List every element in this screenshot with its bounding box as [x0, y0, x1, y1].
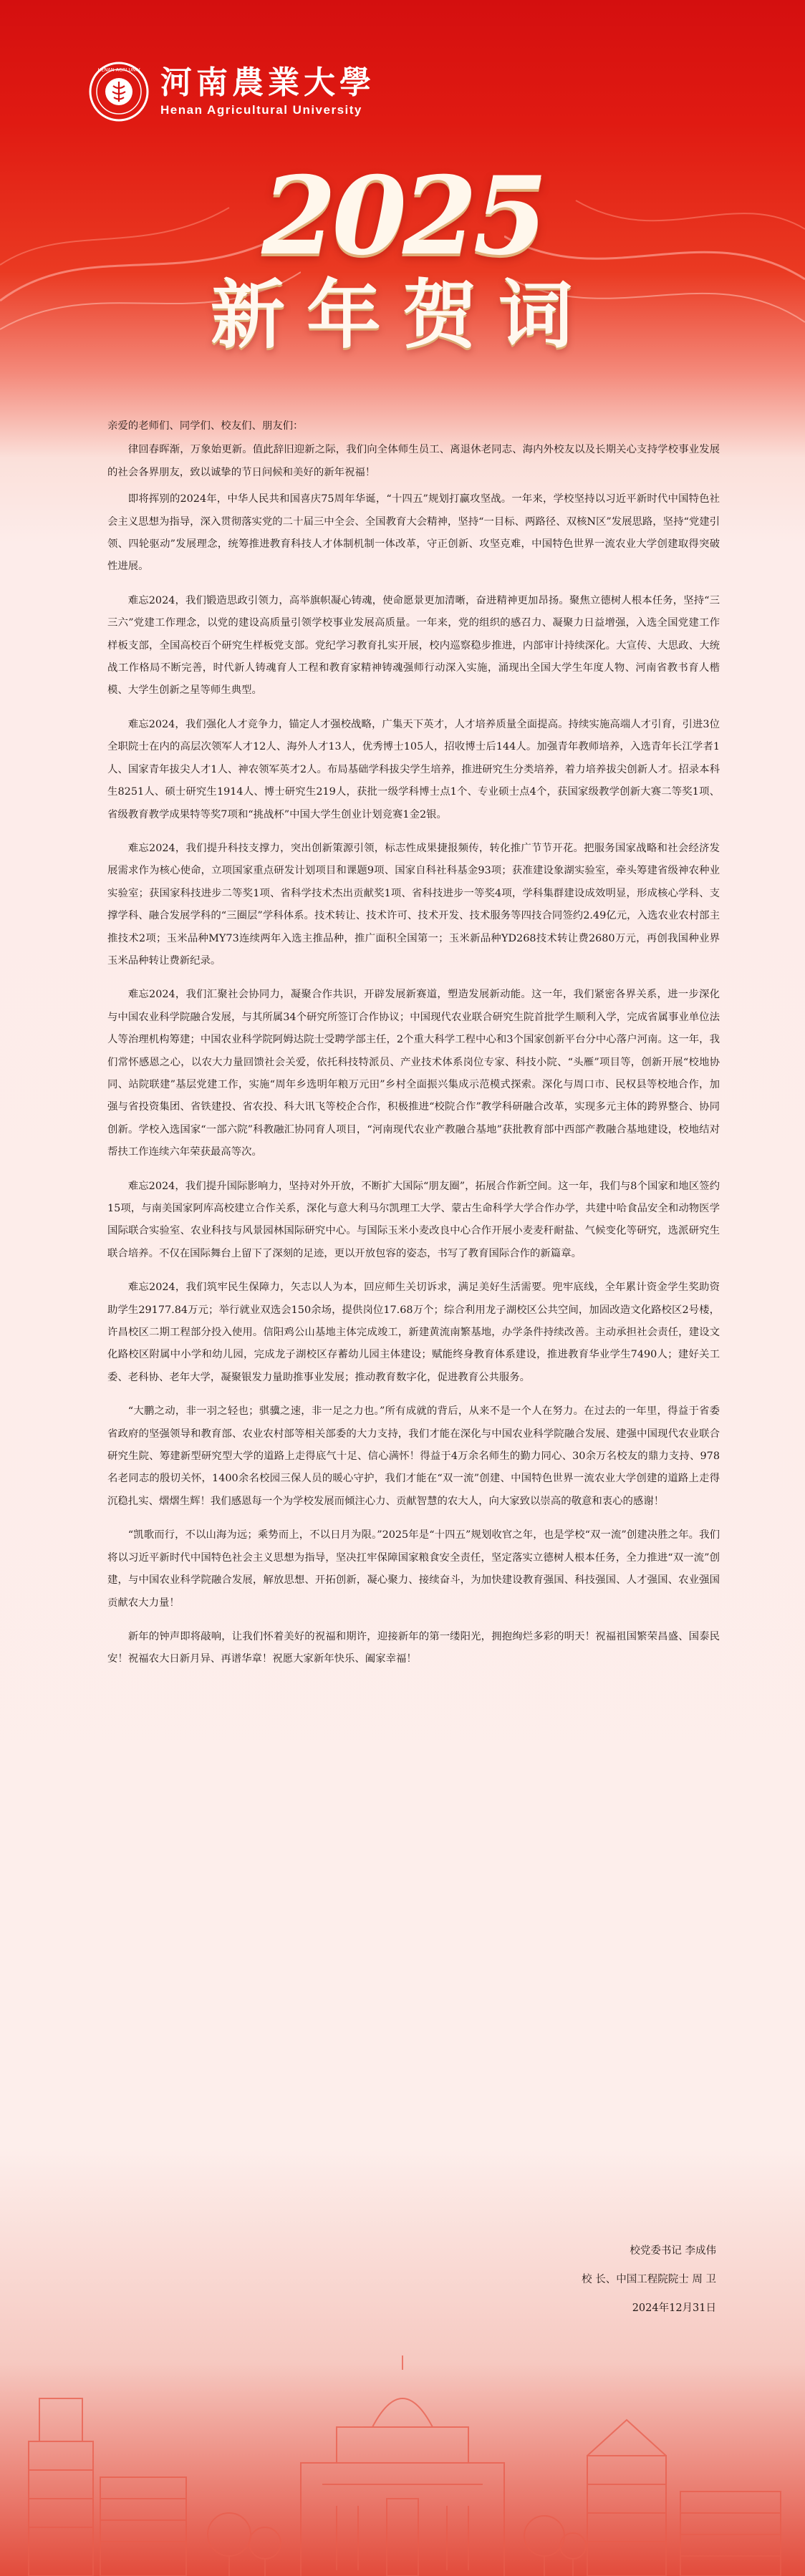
year-title: 2025 [261, 153, 544, 279]
paragraph-5: 难忘2024，我们提升科技支撑力，突出创新策源引领，标志性成果捷报频传，转化推广节节开花。把服务国家战略和社会经济发展需求作为核心使命，立项国家重点研发计划项目和课题9项、国家自科社科基金93项；获准建设象湖实验室，牵头筹建省级神农种业实验室；获国家科技进步二等奖1项、省科学技术杰出贡献奖1项、省科技进步一等奖4项，学科集群建设成效明显，形成核心学科、支撑学科、融合发展学科的“三圈层”学科体系。技术转让、技术许可、技术开发、技术服务等四技合同签约2.49亿元，入选农业农村部主推技术2项；玉米品种MY73连续两年入选主推品种，推广面积全国第一；玉米新品种YD268技术转让费2680万元，再创我国种业界玉米品种转让费新纪录。 [107, 842, 720, 967]
paragraph-9: “大鹏之动，非一羽之轻也；骐骥之速，非一足之力也。”所有成就的背后，从来不是一个人在努力。在过去的一年里，得益于省委省政府的坚强领导和教育部、农业农村部等相关部委的大力支持，我们才能在深化与中国农业科学院融合发展、建强中国现代农业联合研究生院、筹建新型研究型大学的道路上走得底气十足、信心满怀！得益于4万余名师生的勤力同心、30余万名校友的鼎力支持、978名老同志的殷切关怀，1400余名校园三保人员的暖心守护，我们才能在“双一流”创建、中国特色世界一流农业大学创建的道路上走得沉稳扎实、熠熠生辉！我们感恩每一个为学校发展而倾注心力、贡献智慧的农大人，向大家致以崇高的敬意和衷心的感谢！ [107, 1405, 720, 1507]
paragraph-3: 难忘2024，我们锻造思政引领力，高举旗帜凝心铸魂，使命愿景更加清晰，奋进精神更加昂扬。聚焦立德树人根本任务，坚持“三三六”党建工作理念，以党的建设高质量引领学校事业发展高质量。一年来，党的组织的感召力、凝聚力日益增强，入选全国党建工作样板支部，全国高校百个研究生样板党支部。党纪学习教育扎实开展，校内巡察稳步推进，内部审计持续深化。大宣传、大思政、大统战工作格局不断完善，时代新人铸魂育人工程和教育家精神铸魂强师行动深入实施，涌现出全国大学生年度人物、河南省教书育人楷模、大学生创新之星等师生典型。 [107, 594, 720, 697]
paragraph-11: 新年的钟声即将敲响，让我们怀着美好的祝福和期许，迎接新年的第一缕阳光，拥抱绚烂多彩的明天！祝福祖国繁荣昌盛、国泰民安！祝福农大日新月异、再谱华章！祝愿大家新年快乐、阖家幸福！ [107, 1630, 720, 1665]
paragraph-7: 难忘2024，我们提升国际影响力，坚持对外开放，不断扩大国际“朋友圈”，拓展合作新空间。这一年，我们与8个国家和地区签约15项，与南美国家阿库高校建立合作关系，深化与意大利马尔凯理工大学、蒙古生命科学大学合作办学，共建中哈食品安全和动物医学国际联合实验室、农业科技与风景园林国际研究中心。与国际玉米小麦改良中心合作开展小麦麦秆耐盐、气候变化等研究，选派研究生联合培养。不仅在国际舞台上留下了深刻的足迹，更以开放包容的姿态，书写了教育国际合作的新篇章。 [107, 1180, 720, 1259]
signature-block [415, 2237, 716, 2323]
signature-date: 2024年12月31日 [632, 2303, 716, 2314]
letter-body [107, 415, 720, 1682]
university-seal-icon [89, 62, 149, 122]
paragraph-4: 难忘2024，我们强化人才竞争力，锚定人才强校战略，广集天下英才，人才培养质量全面提高。持续实施高端人才引育，引进3位全职院士在内的高层次领军人才12人、海外人才13人，优秀博士105人，招收博士后144人。加强青年教师培养，入选青年长江学者1人、国家青年拔尖人才1人、神农领军英才2人。布局基础学科拔尖学生培养，推进研究生分类培养，着力培养拔尖创新人才。招录本科生8251人、硕士研究生1914人、博士研究生219人，获批一级学科博士点1个、专业硕士点4个，获国家级教学创新大赛二等奖1项、省级教育教学成果特等奖7项和“挑战杯”中国大学生创业计划竞赛1金2银。 [107, 718, 720, 820]
university-name-en: Henan Agricultural University [160, 103, 362, 117]
salutation: 亲爱的老师们、同学们、校友们、朋友们： [107, 420, 304, 432]
signature-party-secretary: 校党委书记 李成伟 [630, 2245, 716, 2257]
paragraph-6: 难忘2024，我们汇聚社会协同力，凝聚合作共识，开辟发展新赛道，塑造发展新动能。这一年，我们紧密各界关系，进一步深化与中国农业科学院融合发展，与其所属34个研究所签订合作协议；中国现代农业联合研究生院首批学生顺利入学，完成省属事业单位法人等治理机构筹建；中国农业科学院阿姆达院士受聘学部主任，2个重大科学工程中心和3个国家创新平台分中心落户河南。这一年，我们常怀感恩之心，以农大力量回馈社会关爱，依托科技特派员、产业技术体系岗位专家、科技小院、“头雁”项目等，创新开展“校地协同、站院联建”基层党建工作，实施“周年乡选明年粮万元田”乡村全面振兴集成示范模式探索。深化与周口市、民权县等校地合作，加强与省投资集团、省铁建投、省农投、科大讯飞等校企合作，积极推进“校院合作”教学科研融合改革，实现多元主体的跨界整合、协同创新。学校入选国家“一部六院”科教融汇协同育人项目，“河南现代农业产教融合基地”获批教育部中西部产教融合基地建设，校地结对帮扶工作连续六年荣获最高等次。 [107, 989, 720, 1158]
paragraph-1: 律回春晖渐，万象始更新。值此辞旧迎新之际，我们向全体师生员工、离退休老同志、海内外校友以及长期关心支持学校事业发展的社会各界朋友，致以诚挚的节日问候和美好的新年祝福！ [107, 444, 720, 478]
page-title: 新年贺词 [210, 271, 594, 359]
paragraph-2: 即将挥别的2024年，中华人民共和国喜庆75周年华诞，“十四五”规划打赢攻坚战。一年来，学校坚持以习近平新时代中国特色社会主义思想为指导，深入贯彻落实党的二十届三中全会、全国教育大会精神，坚持“一目标、两路径、双核N区”发展思路，坚持“党建引领、四轮驱动”发展理念，统筹推进教育科技人才体制机制一体改革，守正创新、攻坚克难，中国特色世界一流农业大学创建取得突破性进展。 [107, 493, 720, 573]
university-logo [89, 62, 375, 122]
signature-president: 校 长、中国工程院院士 周 卫 [582, 2274, 716, 2285]
svg-text:HENAN AGRI UNIV: HENAN AGRI UNIV [97, 67, 140, 73]
campus-buildings-illustration [0, 2355, 805, 2576]
university-name-cn: 河南農業大學 [160, 64, 375, 101]
paragraph-8: 难忘2024，我们筑牢民生保障力，矢志以人为本，回应师生关切诉求，满足美好生活需要。兜牢底线，全年累计资金学生奖助资助学生29177.84万元；举行就业双选会150余场，提供岗位17.68万个；综合利用龙子湖校区公共空间，加固改造文化路校区2号楼，许昌校区二期工程部分投入使用。信阳鸡公山基地主体完成竣工，新建黄流南繁基地，办学条件持续改善。主动承担社会责任，建设文化路校区附属中小学和幼儿园，完成龙子湖校区存蓄幼儿园主体建设；赋能终身教育体系建设，推进教育华业学生7490人；建好关工委、老科协、老年大学，凝聚银发力量助推事业发展；推动教育数字化，促进教育公共服务。 [107, 1282, 720, 1383]
paragraph-10: “凯歌而行，不以山海为远；乘势而上，不以日月为限。”2025年是“十四五”规划收官之年，也是学校“双一流”创建决胜之年。我们将以习近平新时代中国特色社会主义思想为指导，坚决扛牢保障国家粮食安全责任，坚定落实立德树人根本任务，全力推进“双一流”创建，与中国农业科学院融合发展，解放思想、开拓创新，凝心聚力、接续奋斗，为加快建设教育强国、科技强国、人才强国、农业强国贡献农大力量！ [107, 1529, 720, 1609]
